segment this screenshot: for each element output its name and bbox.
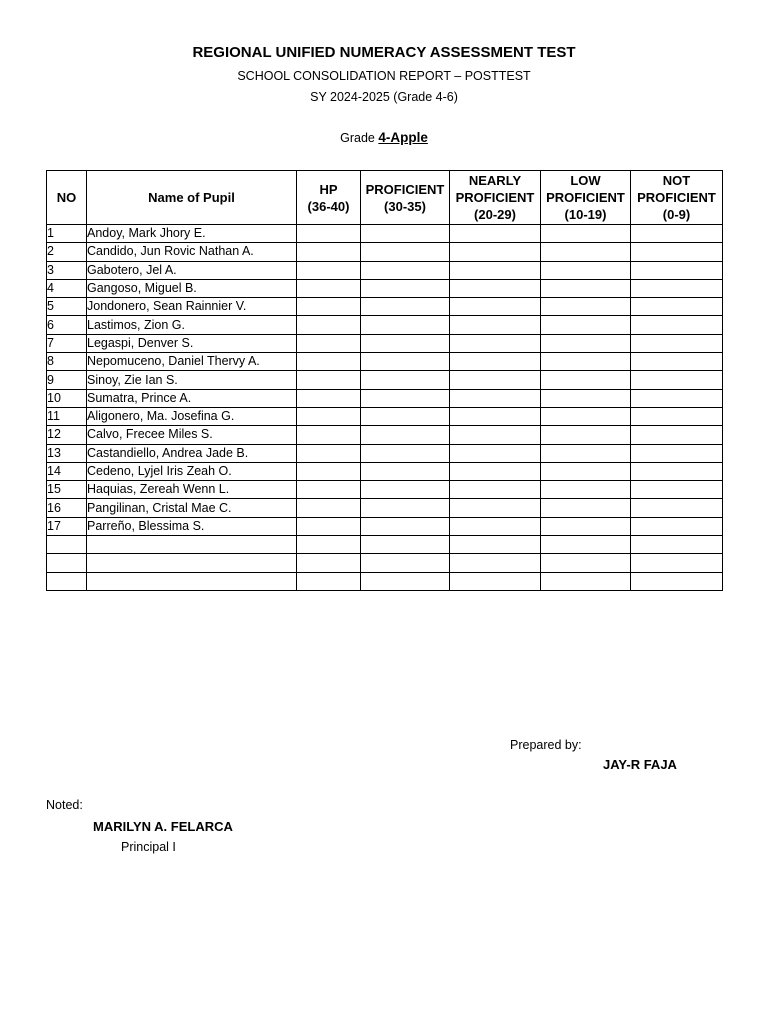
column-header-text: (36-40)	[307, 198, 350, 214]
column-header-text: (20-29)	[474, 207, 516, 222]
pupil-number: 7	[47, 334, 87, 352]
score-cell	[631, 572, 723, 590]
table-row	[47, 243, 723, 261]
pupil-name: Castandiello, Andrea Jade B.	[87, 444, 297, 462]
score-cell	[297, 353, 361, 371]
pupil-name	[87, 554, 297, 572]
score-cell	[541, 426, 631, 444]
column-header-text: NEARLY	[468, 173, 522, 188]
score-cell	[297, 499, 361, 517]
score-cell	[297, 426, 361, 444]
score-cell	[361, 225, 450, 243]
score-cell	[541, 389, 631, 407]
score-cell	[631, 298, 723, 316]
noted-label: Noted:	[46, 798, 83, 812]
score-cell	[361, 316, 450, 334]
score-cell	[297, 279, 361, 297]
score-cell	[361, 334, 450, 352]
pupil-number: 14	[47, 462, 87, 480]
pupil-number: 12	[47, 426, 87, 444]
prepared-by-name: JAY-R FAJA	[603, 757, 677, 772]
pupil-number: 5	[47, 298, 87, 316]
score-cell	[361, 371, 450, 389]
score-cell	[541, 499, 631, 517]
score-cell	[450, 554, 541, 572]
score-cell	[631, 499, 723, 517]
pupil-number: 1	[47, 225, 87, 243]
score-cell	[361, 353, 450, 371]
score-cell	[361, 426, 450, 444]
pupil-number: 17	[47, 517, 87, 535]
pupil-number: 13	[47, 444, 87, 462]
score-cell	[541, 316, 631, 334]
score-cell	[361, 554, 450, 572]
column-header	[47, 171, 87, 225]
pupil-number: 15	[47, 481, 87, 499]
column-header	[87, 171, 297, 225]
score-cell	[541, 298, 631, 316]
score-cell	[541, 243, 631, 261]
score-cell	[297, 298, 361, 316]
pupil-number: 10	[47, 389, 87, 407]
pupil-name: Lastimos, Zion G.	[87, 316, 297, 334]
score-cell	[631, 225, 723, 243]
pupil-number: 8	[47, 353, 87, 371]
score-cell	[631, 481, 723, 499]
table-row	[47, 389, 723, 407]
table-row	[47, 298, 723, 316]
score-cell	[541, 481, 631, 499]
table-row	[47, 499, 723, 517]
score-cell	[297, 225, 361, 243]
table-row	[47, 426, 723, 444]
score-cell	[631, 554, 723, 572]
score-cell	[631, 243, 723, 261]
score-cell	[631, 334, 723, 352]
score-cell	[631, 261, 723, 279]
score-cell	[361, 481, 450, 499]
score-cell	[297, 554, 361, 572]
prepared-by-label: Prepared by:	[510, 738, 582, 752]
score-cell	[450, 316, 541, 334]
score-cell	[361, 444, 450, 462]
score-cell	[450, 481, 541, 499]
score-cell	[297, 261, 361, 279]
score-cell	[450, 243, 541, 261]
header-row	[47, 171, 723, 225]
score-cell	[631, 389, 723, 407]
score-cell	[541, 353, 631, 371]
table-row	[47, 334, 723, 352]
pupil-name: Sinoy, Zie Ian S.	[87, 371, 297, 389]
grade-section: 4-Apple	[378, 130, 428, 145]
score-cell	[450, 225, 541, 243]
pupil-number	[47, 572, 87, 590]
column-header-text: (30-35)	[384, 198, 426, 214]
table-body	[47, 225, 723, 591]
pupil-name: Gangoso, Miguel B.	[87, 279, 297, 297]
score-cell	[631, 279, 723, 297]
pupil-name: Parreño, Blessima S.	[87, 517, 297, 535]
score-cell	[361, 572, 450, 590]
pupil-name: Sumatra, Prince A.	[87, 389, 297, 407]
score-cell	[631, 426, 723, 444]
score-cell	[541, 371, 631, 389]
score-cell	[361, 407, 450, 425]
score-cell	[297, 536, 361, 554]
column-header	[631, 171, 723, 225]
score-cell	[450, 389, 541, 407]
table-row	[47, 353, 723, 371]
score-cell	[631, 444, 723, 462]
score-cell	[361, 389, 450, 407]
column-header-text: PROFICIENT	[365, 181, 445, 197]
table-row	[47, 517, 723, 535]
score-cell	[631, 371, 723, 389]
score-cell	[361, 261, 450, 279]
score-cell	[541, 225, 631, 243]
score-cell	[541, 572, 631, 590]
score-cell	[450, 536, 541, 554]
score-cell	[541, 536, 631, 554]
pupil-number: 4	[47, 279, 87, 297]
score-cell	[541, 554, 631, 572]
score-cell	[541, 407, 631, 425]
score-cell	[450, 279, 541, 297]
score-cell	[361, 517, 450, 535]
column-header-text: NOT	[662, 173, 691, 188]
score-cell	[297, 334, 361, 352]
score-cell	[297, 481, 361, 499]
pupil-name: Jondonero, Sean Rainnier V.	[87, 298, 297, 316]
score-cell	[541, 444, 631, 462]
score-cell	[450, 517, 541, 535]
column-header	[297, 171, 361, 225]
noted-by-name: MARILYN A. FELARCA	[93, 819, 233, 834]
column-header-text: LOW	[570, 173, 601, 188]
column-header	[361, 171, 450, 225]
pupil-name: Nepomuceno, Daniel Thervy A.	[87, 353, 297, 371]
consolidation-table	[46, 170, 723, 591]
score-cell	[297, 517, 361, 535]
score-cell	[450, 444, 541, 462]
table-row	[47, 371, 723, 389]
column-header-text: Name of Pupil	[148, 190, 235, 205]
score-cell	[631, 517, 723, 535]
table-row	[47, 225, 723, 243]
column-header	[541, 171, 631, 225]
table-row	[47, 536, 723, 554]
column-header-text: PROFICIENT	[455, 190, 535, 205]
score-cell	[450, 572, 541, 590]
pupil-number	[47, 554, 87, 572]
school-year: SY 2024-2025 (Grade 4-6)	[310, 90, 458, 104]
column-header-text: (0-9)	[662, 207, 691, 222]
pupil-name: Aligonero, Ma. Josefina G.	[87, 407, 297, 425]
score-cell	[297, 407, 361, 425]
noted-by-position: Principal I	[121, 840, 176, 854]
score-cell	[297, 572, 361, 590]
score-cell	[297, 243, 361, 261]
pupil-name: Andoy, Mark Jhory E.	[87, 225, 297, 243]
pupil-name	[87, 572, 297, 590]
table-row	[47, 444, 723, 462]
table-row	[47, 481, 723, 499]
score-cell	[541, 261, 631, 279]
score-cell	[361, 243, 450, 261]
score-cell	[450, 353, 541, 371]
score-cell	[541, 462, 631, 480]
table-row	[47, 407, 723, 425]
column-header-text: PROFICIENT	[546, 190, 625, 205]
score-cell	[450, 426, 541, 444]
pupil-name: Candido, Jun Rovic Nathan A.	[87, 243, 297, 261]
score-cell	[361, 298, 450, 316]
column-header-text: (10-19)	[564, 207, 607, 222]
table-row	[47, 572, 723, 590]
score-cell	[450, 298, 541, 316]
pupil-name	[87, 536, 297, 554]
score-cell	[631, 462, 723, 480]
score-cell	[631, 353, 723, 371]
score-cell	[631, 536, 723, 554]
score-cell	[450, 334, 541, 352]
column-header-text: NO	[56, 190, 77, 205]
pupil-number	[47, 536, 87, 554]
score-cell	[450, 407, 541, 425]
pupil-number: 6	[47, 316, 87, 334]
table-row	[47, 462, 723, 480]
report-subtitle: SCHOOL CONSOLIDATION REPORT – POSTTEST	[237, 69, 531, 83]
pupil-name: Gabotero, Jel A.	[87, 261, 297, 279]
score-cell	[297, 371, 361, 389]
grade-line	[0, 130, 768, 145]
pupil-name: Legaspi, Denver S.	[87, 334, 297, 352]
score-cell	[450, 499, 541, 517]
table-row	[47, 554, 723, 572]
pupil-number: 16	[47, 499, 87, 517]
score-cell	[297, 462, 361, 480]
score-cell	[450, 371, 541, 389]
score-cell	[631, 316, 723, 334]
column-header-text: PROFICIENT	[637, 190, 716, 205]
grade-label: Grade	[340, 131, 375, 145]
score-cell	[450, 462, 541, 480]
score-cell	[631, 407, 723, 425]
pupil-number: 3	[47, 261, 87, 279]
pupil-name: Pangilinan, Cristal Mae C.	[87, 499, 297, 517]
column-header-text: HP	[319, 181, 338, 197]
score-cell	[361, 462, 450, 480]
score-cell	[541, 334, 631, 352]
pupil-name: Calvo, Frecee Miles S.	[87, 426, 297, 444]
pupil-name: Cedeno, Lyjel Iris Zeah O.	[87, 462, 297, 480]
table-row	[47, 261, 723, 279]
score-cell	[297, 316, 361, 334]
table-row	[47, 279, 723, 297]
score-cell	[361, 536, 450, 554]
score-cell	[297, 389, 361, 407]
pupil-number: 11	[47, 407, 87, 425]
report-title: REGIONAL UNIFIED NUMERACY ASSESSMENT TEST	[192, 44, 576, 61]
score-cell	[450, 261, 541, 279]
column-header	[450, 171, 541, 225]
pupil-number: 2	[47, 243, 87, 261]
pupil-name: Haquias, Zereah Wenn L.	[87, 481, 297, 499]
pupil-number: 9	[47, 371, 87, 389]
score-cell	[361, 499, 450, 517]
score-cell	[297, 444, 361, 462]
score-cell	[361, 279, 450, 297]
score-cell	[541, 517, 631, 535]
score-cell	[541, 279, 631, 297]
table-row	[47, 316, 723, 334]
